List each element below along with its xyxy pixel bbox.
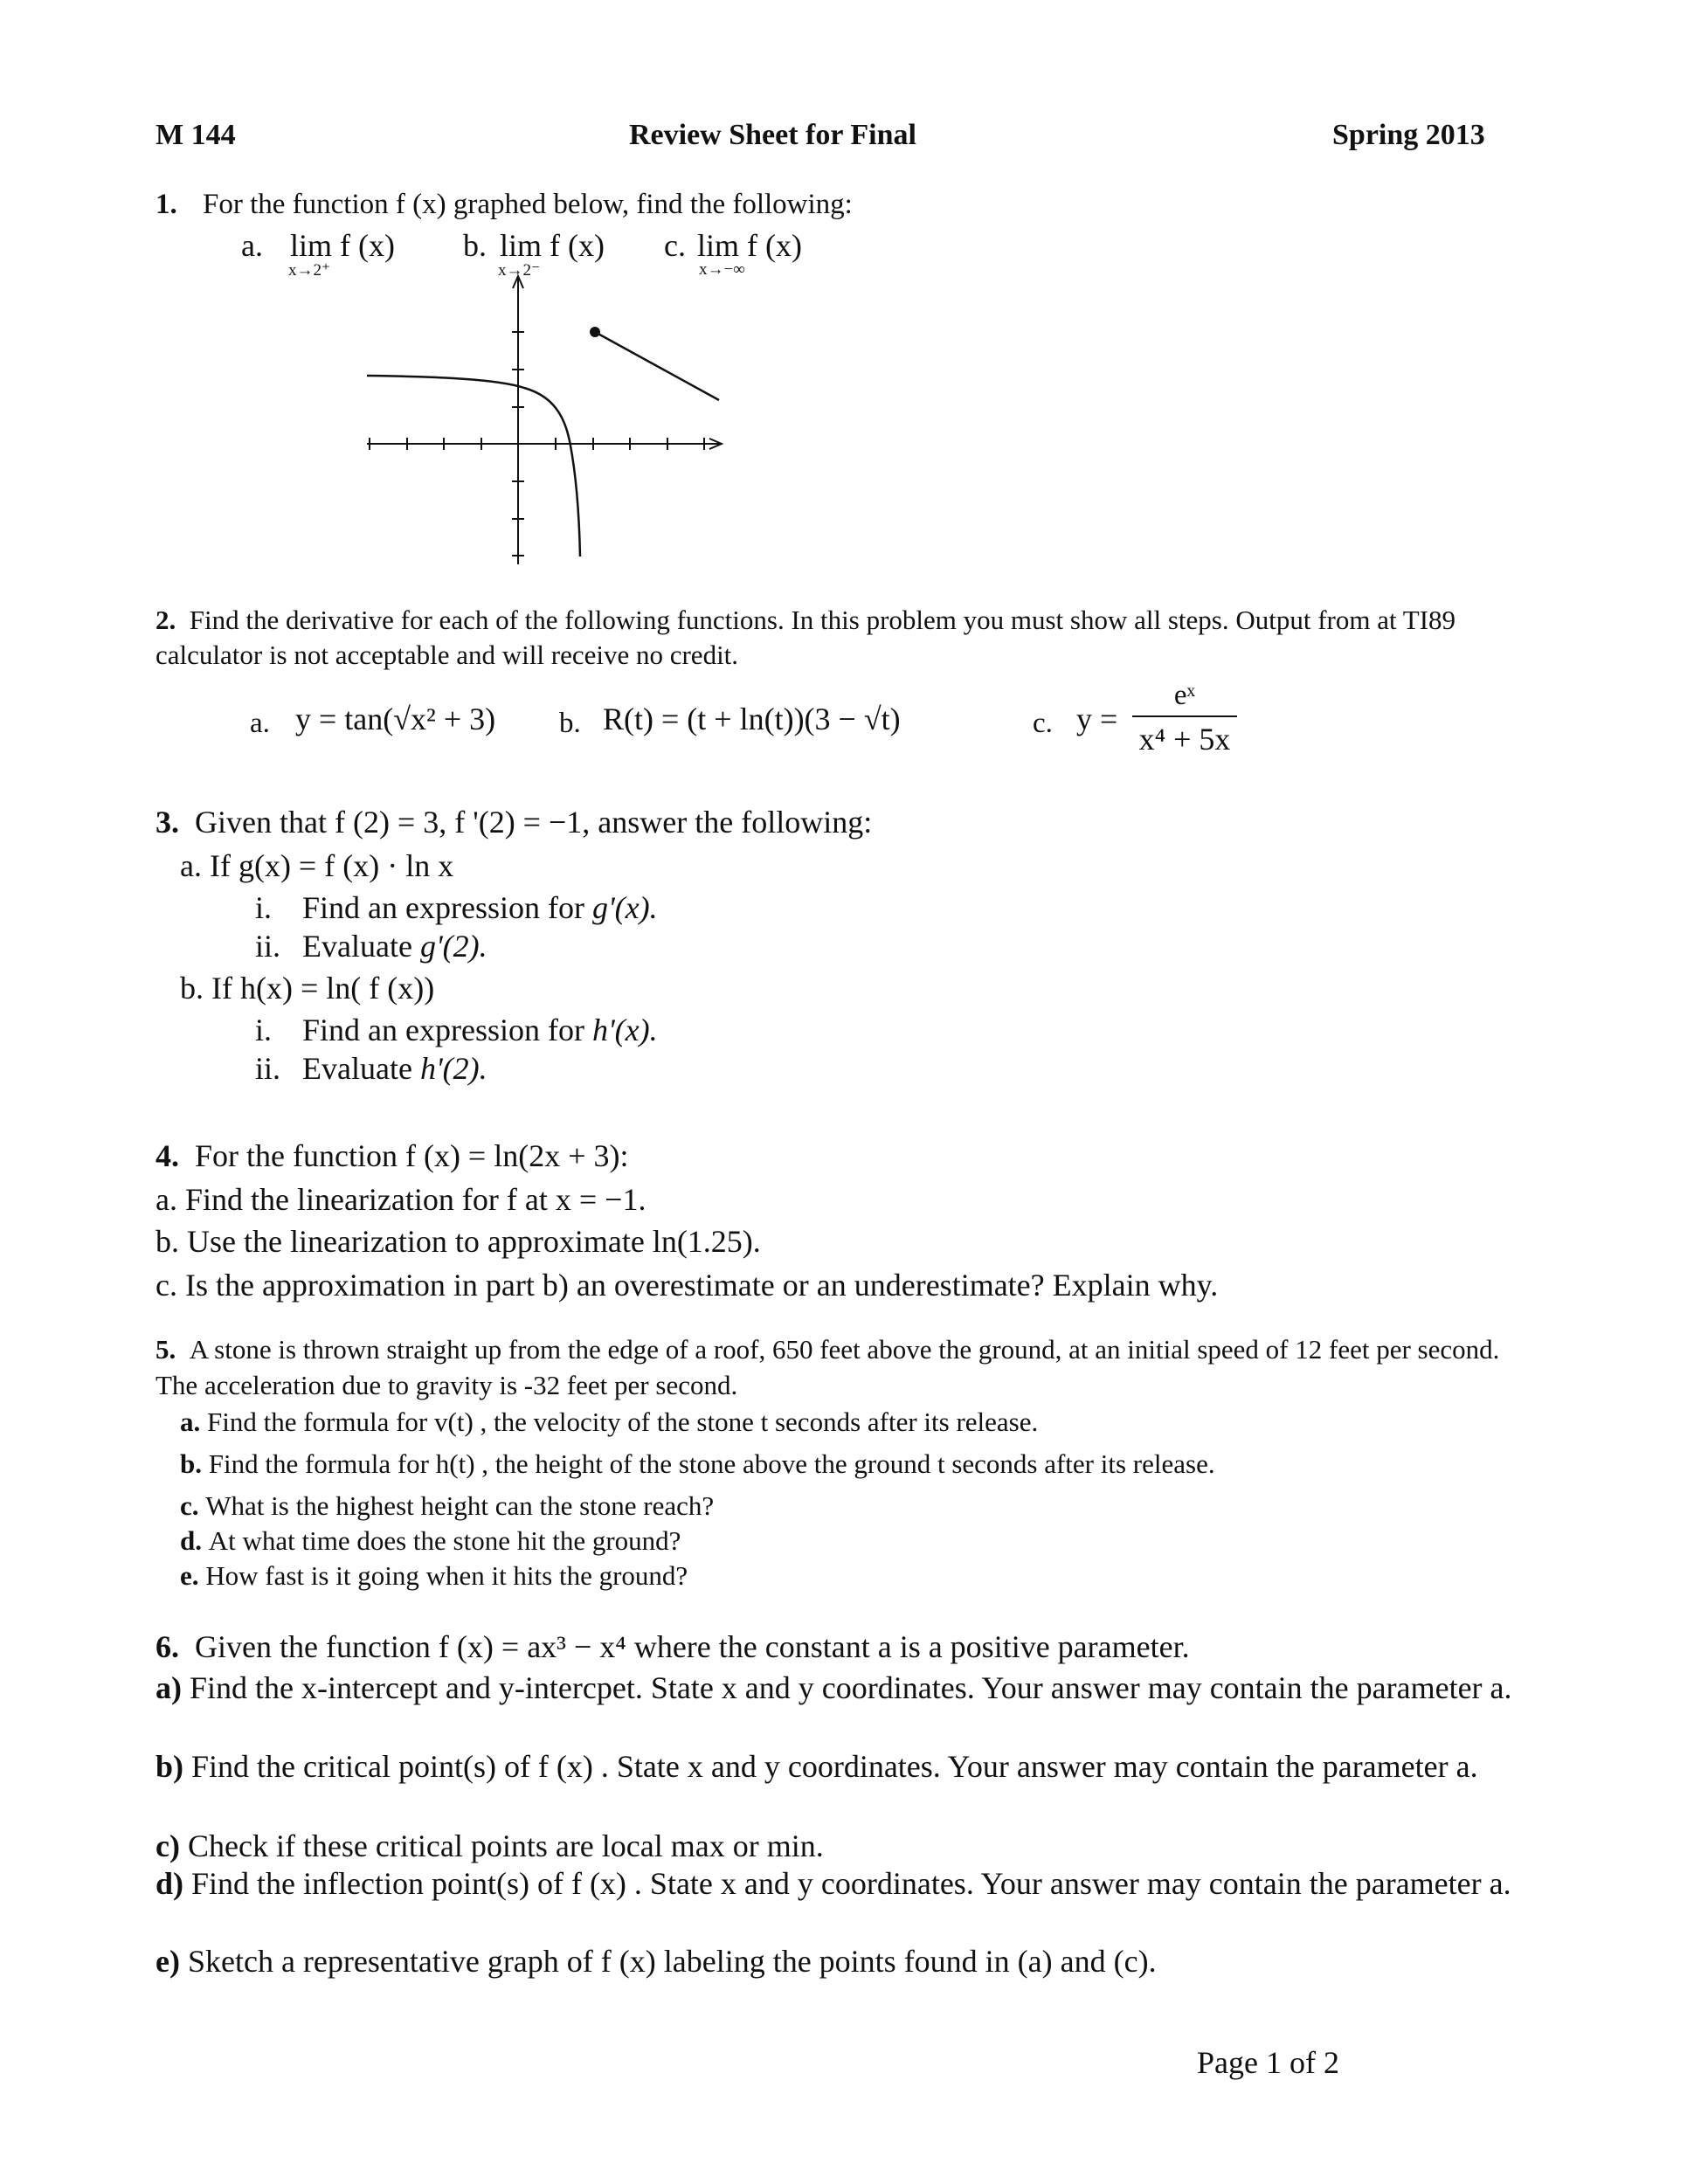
page-number: Page 1 of 2 [1197, 2045, 1339, 2080]
q2-b-expr: R(t) = (t + ln(t))(3 − √t) [603, 702, 901, 736]
closed-dot [590, 327, 600, 337]
q4-b: b. Use the linearization to approximate ln(1.25). [156, 1224, 761, 1259]
q4-a: a. Find the linearization for f at x = −1. [156, 1182, 646, 1217]
q1-part-c-label: c. [664, 228, 686, 263]
q1-part-a-sub: x→2⁺ [288, 261, 331, 280]
q2-c-numerator: eˣ [1173, 680, 1196, 711]
q1-part-c-sub: x→−∞ [699, 260, 745, 279]
q2-a-expr: y = tan(√x² + 3) [295, 702, 496, 736]
q3-a-i-label: i. [255, 890, 273, 925]
q2-a-label: a. [250, 708, 270, 739]
q5-part-b: b. Find the formula for h(t) , the height of the stone above the ground t seconds after its release. [180, 1448, 1215, 1479]
q3-text: 3. Given that f (2) = 3, f '(2) = −1, answer the following: [156, 805, 873, 840]
page-title: Review Sheet for Final [629, 119, 916, 151]
q3-a-ii-label: ii. [255, 929, 281, 964]
q1-part-c-expr: lim f (x) [697, 228, 802, 263]
q1-function-graph [349, 262, 743, 577]
q2-c-fraction [1132, 680, 1237, 757]
q4-text: 4. For the function f (x) = ln(2x + 3): [156, 1138, 629, 1173]
q3-a-ii: Evaluate g'(2). [302, 929, 487, 964]
q3-b-i: Find an expression for h'(x). [302, 1013, 658, 1047]
fraction-bar [1132, 715, 1237, 717]
q5-part-e: e. How fast is it going when it hits the ground? [180, 1560, 688, 1591]
q3-a: a. If g(x) = f (x) · ln x [180, 848, 454, 883]
curve-right-segment [595, 332, 719, 400]
q2-c-lhs: y = [1076, 702, 1118, 736]
q1-part-b-sub: x→2⁻ [498, 261, 541, 280]
q3-a-i: Find an expression for g'(x). [302, 890, 658, 925]
q3-b-ii-label: ii. [255, 1051, 281, 1086]
q1-text: For the function f (x) graphed below, find the following: [203, 189, 853, 220]
term: Spring 2013 [1332, 119, 1485, 151]
q2-c-label: c. [1033, 708, 1053, 739]
q1-part-b-label: b. [463, 228, 487, 263]
q3-b-i-label: i. [255, 1013, 273, 1047]
q1-part-a-label: a. [241, 228, 263, 263]
q6-text: 6. Given the function f (x) = ax³ − x⁴ where the constant a is a positive parameter. [156, 1629, 1190, 1664]
q4-c: c. Is the approximation in part b) an overestimate or an underestimate? Explain why. [156, 1268, 1219, 1303]
q1-part-a-expr: lim f (x) [290, 228, 395, 263]
q6-part-e: e) Sketch a representative graph of f (x) labeling the points found in (a) and (c). [156, 1944, 1157, 1979]
q2-c-denominator: x⁴ + 5x [1138, 722, 1231, 757]
q5-text: 5. A stone is thrown straight up from the edge of a roof, 650 feet above the ground, at an initial speed of 12 feet per second. The acceleration due to gravity is -32 feet per second. [156, 1334, 1500, 1400]
q6-part-b: b) Find the critical point(s) of f (x) . State x and y coordinates. Your answer may contain the parameter a. [156, 1749, 1478, 1784]
q6-part-d: d) Find the inflection point(s) of f (x) . State x and y coordinates. Your answer may contain the parameter a. [156, 1866, 1511, 1901]
q2-b-label: b. [559, 708, 581, 739]
q1-part-b-expr: lim f (x) [500, 228, 605, 263]
q2-text: 2. Find the derivative for each of the following functions. In this problem you must show all steps. Output from at TI89 calculator is not acceptable and will receive no credit. [156, 605, 1456, 670]
q3-b-ii: Evaluate h'(2). [302, 1051, 487, 1086]
q5-part-a: a. Find the formula for v(t) , the velocity of the stone t seconds after its release. [180, 1406, 1039, 1437]
q1-number: 1. [156, 189, 177, 220]
q6-part-a: a) Find the x-intercept and y-intercpet. State x and y coordinates. Your answer may contain the parameter a. [156, 1670, 1512, 1705]
q3-b: b. If h(x) = ln( f (x)) [180, 971, 435, 1006]
q6-part-c: c) Check if these critical points are local max or min. [156, 1828, 824, 1863]
curve-left-branch [367, 376, 580, 556]
course-code: M 144 [156, 119, 236, 151]
q5-part-c: c. What is the highest height can the stone reach? [180, 1490, 715, 1521]
q5-part-d: d. At what time does the stone hit the ground? [180, 1525, 681, 1556]
